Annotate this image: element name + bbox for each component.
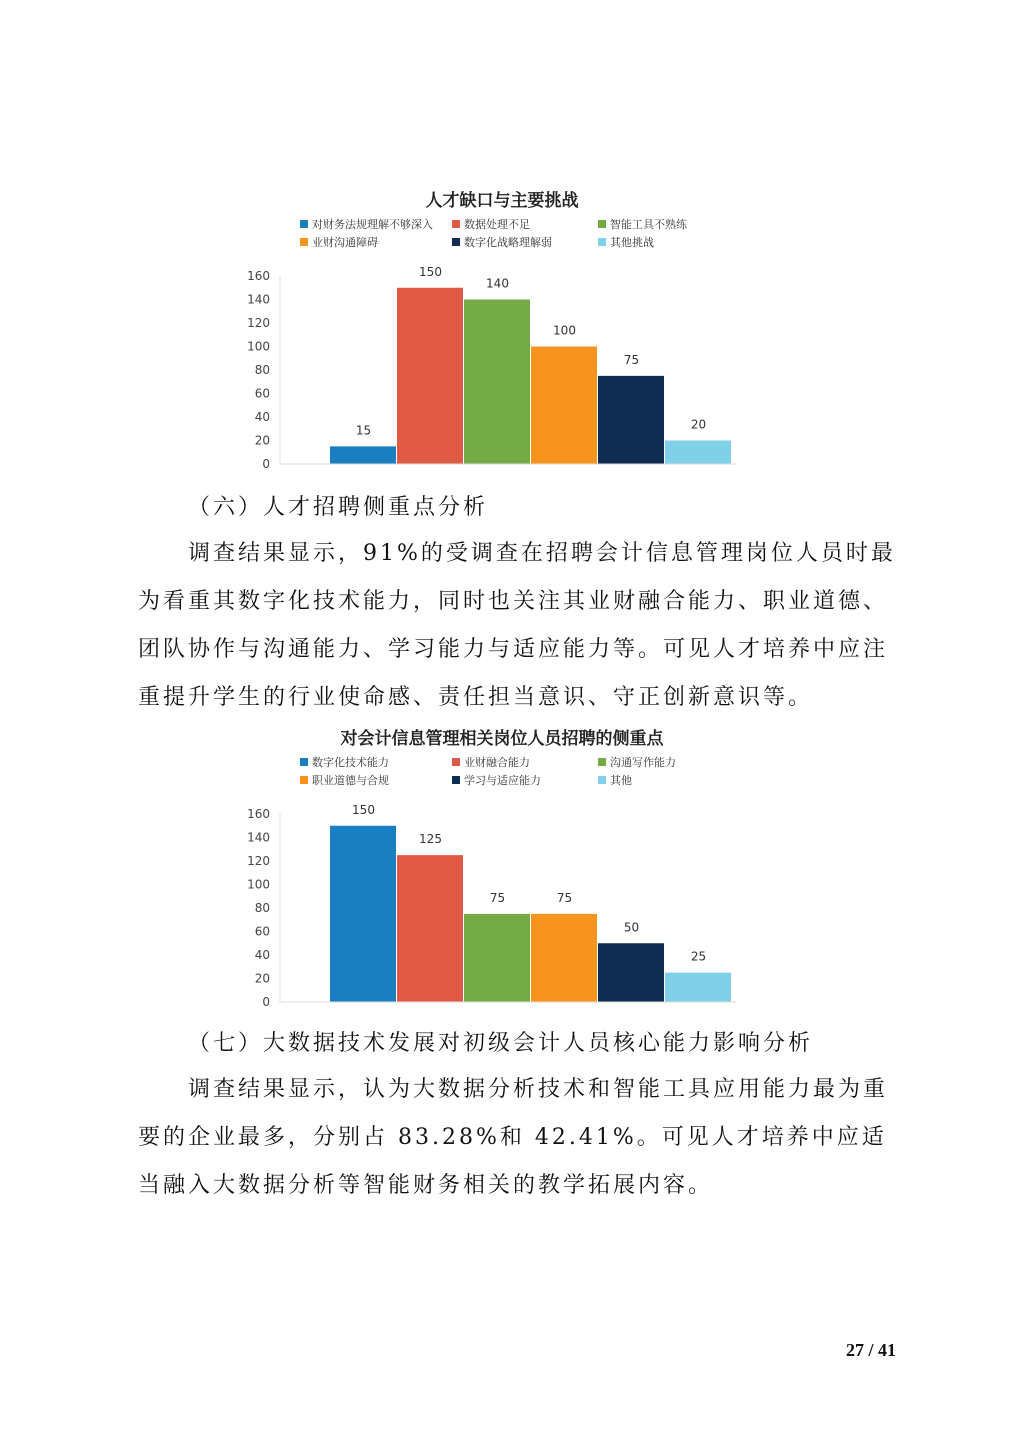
legend-label: 智能工具不熟练 xyxy=(610,218,687,231)
bar xyxy=(598,376,664,464)
bar-value-label: 75 xyxy=(623,352,640,367)
bar xyxy=(397,288,463,464)
bar xyxy=(464,300,530,465)
y-tick-label: 20 xyxy=(254,971,270,986)
y-tick-label: 60 xyxy=(254,386,270,401)
y-tick-label: 100 xyxy=(247,339,270,354)
bar xyxy=(665,973,731,1002)
legend-swatch xyxy=(598,220,606,228)
y-tick-label: 140 xyxy=(247,292,270,307)
legend-swatch xyxy=(598,758,606,766)
bar-value-label: 20 xyxy=(690,417,707,432)
bar-value-label: 140 xyxy=(486,276,509,291)
section6-paragraph-text: 调查结果显示，91%的受调查在招聘会计信息管理岗位人员时最为看重其数字化技术能力，同时也关注其业财融合能力、职业道德、团队协作与沟通能力、学习能力与适应能力等。可见人才培养中应注重提升学生的行业使命感、责任担当意识、守正创新意识等。 xyxy=(138,541,896,710)
y-tick-label: 0 xyxy=(262,995,270,1009)
chart-recruitment-focus-svg xyxy=(0,718,1024,1013)
y-tick-label: 20 xyxy=(254,433,270,448)
y-tick-label: 80 xyxy=(254,901,270,915)
legend-label: 业财沟通障碍 xyxy=(312,236,378,249)
legend-swatch xyxy=(300,758,308,766)
bar xyxy=(598,943,664,1002)
y-tick-label: 140 xyxy=(247,830,270,845)
chart-title: 对会计信息管理相关岗位人员招聘的侧重点 xyxy=(340,729,664,749)
y-tick-label: 0 xyxy=(262,457,270,471)
bar-value-label: 75 xyxy=(489,890,506,905)
page-number: 27 / 41 xyxy=(845,1340,896,1360)
legend-swatch xyxy=(598,776,606,784)
y-tick-label: 60 xyxy=(254,924,270,939)
legend-swatch xyxy=(300,776,308,784)
section7-paragraph-text: 调查结果显示，认为大数据分析技术和智能工具应用能力最为重要的企业最多，分别占 83.28%和 42.41%。可见人才培养中应适当融入大数据分析等智能财务相关的教学拓展内容。 xyxy=(138,1077,889,1198)
bar-value-label: 150 xyxy=(352,802,375,817)
y-tick-label: 40 xyxy=(254,410,270,424)
y-tick-label: 40 xyxy=(254,948,270,962)
y-tick-label: 160 xyxy=(247,269,270,283)
section6-heading: （六）人才招聘侧重点分析 xyxy=(188,495,489,520)
chart-title: 人才缺口与主要挑战 xyxy=(425,191,579,211)
legend-label: 其他 xyxy=(610,774,632,787)
bar-value-label: 75 xyxy=(556,890,573,905)
y-tick-label: 100 xyxy=(247,877,270,892)
legend-label: 学习与适应能力 xyxy=(464,774,541,787)
chart-talent-gap xyxy=(0,180,1024,475)
y-tick-label: 120 xyxy=(247,316,270,330)
y-tick-label: 120 xyxy=(247,854,270,868)
section7-paragraph xyxy=(138,1066,898,1210)
bar-value-label: 125 xyxy=(419,832,442,847)
legend-swatch xyxy=(452,238,460,246)
bar-value-label: 50 xyxy=(623,920,640,935)
legend-label: 数字化技术能力 xyxy=(312,756,389,769)
y-tick-label: 160 xyxy=(247,807,270,821)
section7-heading: （七）大数据技术发展对初级会计人员核心能力影响分析 xyxy=(188,1031,814,1056)
legend-swatch xyxy=(452,758,460,766)
legend-label: 其他挑战 xyxy=(610,236,654,249)
bar xyxy=(531,914,597,1002)
legend-swatch xyxy=(300,238,308,246)
legend-swatch xyxy=(452,776,460,784)
legend-swatch xyxy=(452,220,460,228)
legend-label: 数字化战略理解弱 xyxy=(464,236,552,249)
chart-recruitment-focus xyxy=(0,718,1024,1013)
bar xyxy=(397,855,463,1002)
bar-value-label: 15 xyxy=(355,423,372,438)
bar xyxy=(531,347,597,465)
legend-label: 数据处理不足 xyxy=(464,218,530,231)
bar-value-label: 100 xyxy=(553,323,576,338)
bar xyxy=(330,826,396,1002)
bar xyxy=(665,441,731,465)
bar xyxy=(330,446,396,464)
section6-paragraph xyxy=(138,530,898,722)
legend-swatch xyxy=(598,238,606,246)
chart-talent-gap-svg xyxy=(0,180,1024,475)
bar-value-label: 25 xyxy=(690,949,707,964)
legend-label: 对财务法规理解不够深入 xyxy=(312,218,433,231)
legend-swatch xyxy=(300,220,308,228)
bar-value-label: 150 xyxy=(419,264,442,279)
y-tick-label: 80 xyxy=(254,363,270,377)
legend-label: 业财融合能力 xyxy=(464,756,530,769)
legend-label: 职业道德与合规 xyxy=(312,774,389,787)
bar xyxy=(464,914,530,1002)
legend-label: 沟通写作能力 xyxy=(610,756,676,769)
